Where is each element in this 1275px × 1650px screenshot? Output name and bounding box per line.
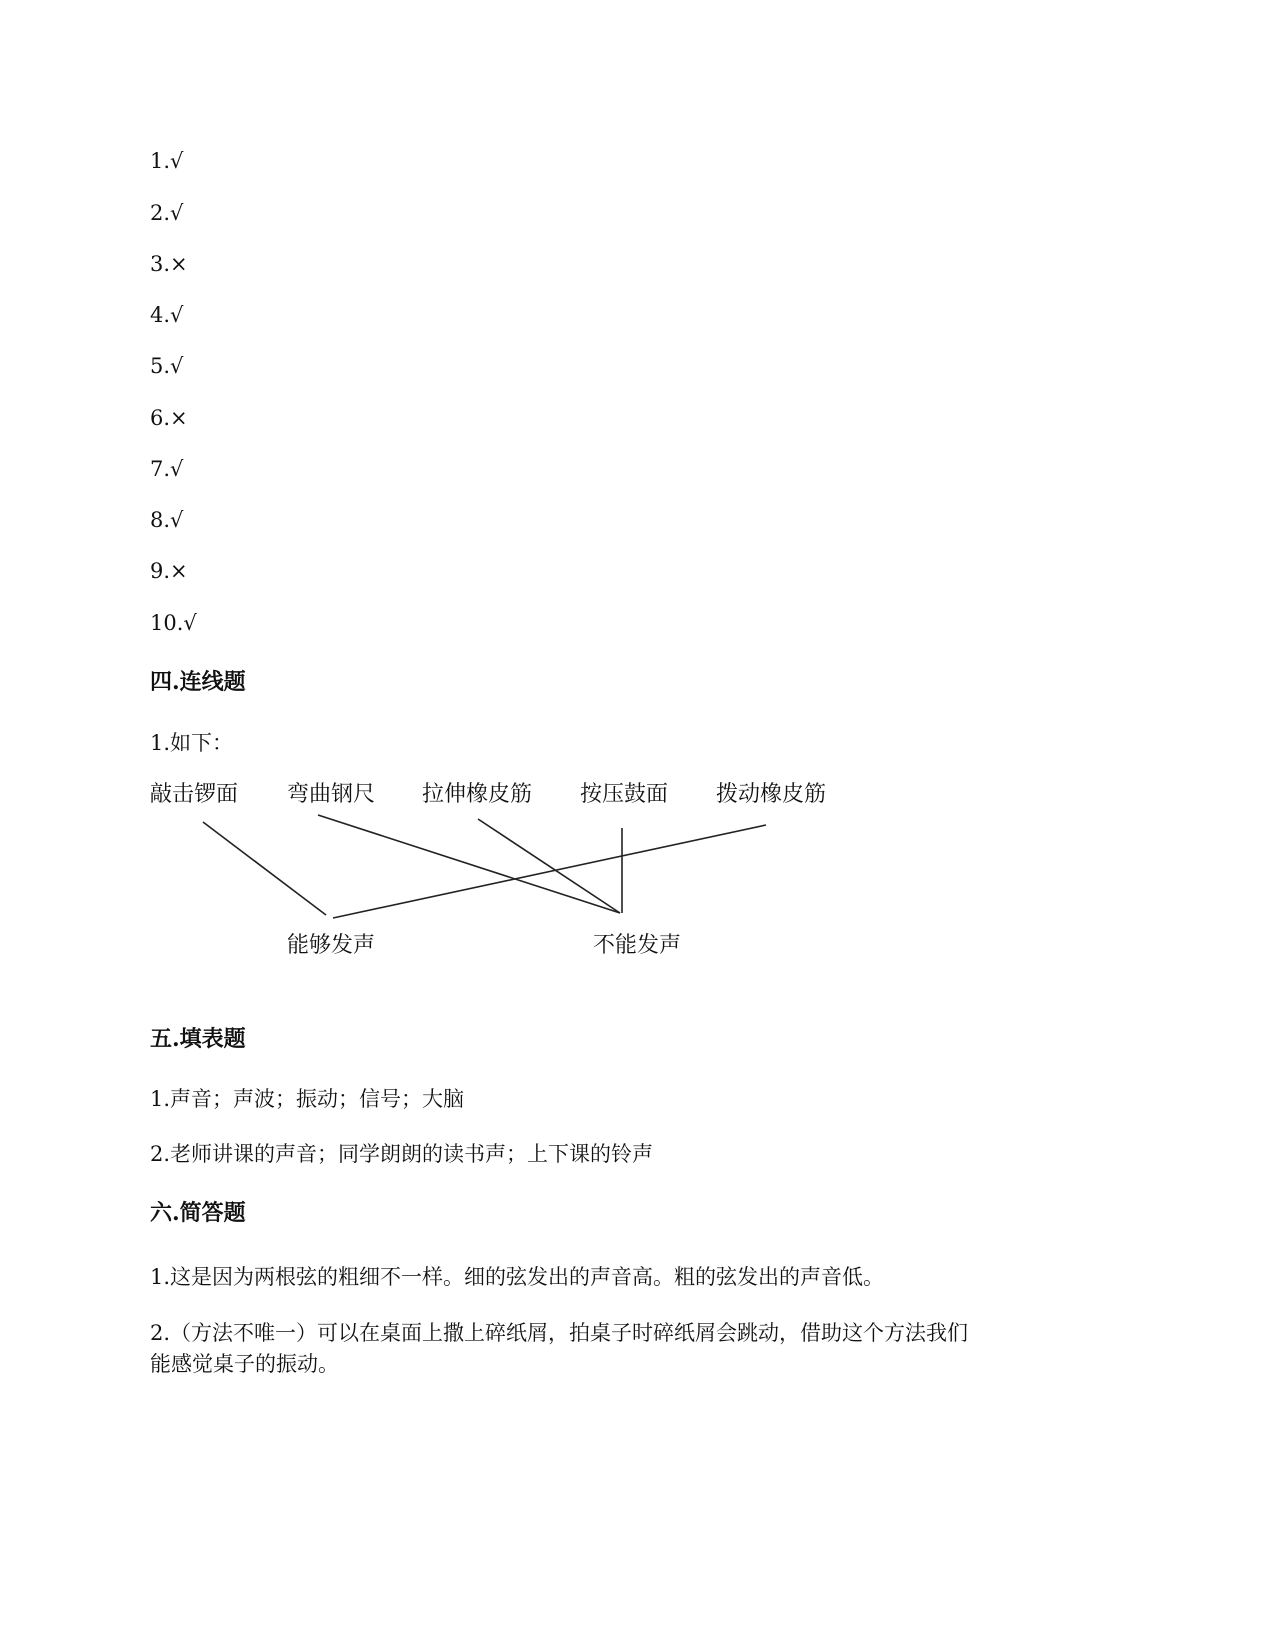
action-label-pluck-band: 拨动橡皮筋	[716, 782, 827, 807]
answer-6: 6.×	[150, 406, 188, 430]
result-label-can-sound: 能够发声	[287, 933, 376, 958]
answer-10: 10.√	[150, 611, 197, 635]
section4-item1: 1.如下：	[150, 731, 234, 755]
line-gong-to-can-sound	[203, 822, 326, 915]
section5-item1: 1.声音；声波；振动；信号；大脑	[150, 1087, 465, 1111]
action-label-ruler: 弯曲钢尺	[287, 782, 376, 807]
answer-7: 7.√	[150, 457, 184, 481]
line-ruler-to-cannot-sound	[318, 815, 620, 913]
answer-9: 9.×	[150, 559, 188, 583]
action-label-press-drum: 按压鼓面	[580, 782, 669, 807]
action-label-gong: 敲击锣面	[150, 782, 239, 807]
section5-title: 五.填表题	[150, 1026, 246, 1052]
result-label-cannot-sound: 不能发声	[593, 933, 682, 958]
section5-item2: 2.老师讲课的声音；同学朗朗的读书声；上下课的铃声	[150, 1142, 654, 1166]
answer-1: 1.√	[150, 149, 184, 173]
section4-title: 四.连线题	[150, 669, 246, 695]
section6-item2-line2: 能感觉桌子的振动。	[150, 1352, 339, 1376]
section6-item2-line1: 2.（方法不唯一）可以在桌面上撒上碎纸屑，拍桌子时碎纸屑会跳动，借助这个方法我们	[150, 1321, 969, 1345]
answer-2: 2.√	[150, 201, 184, 225]
action-label-stretch-band: 拉伸橡皮筋	[422, 782, 533, 807]
line-stretch-band-to-cannot-sound	[478, 819, 620, 913]
line-pluck-band-to-can-sound	[333, 825, 766, 918]
answer-3: 3.×	[150, 252, 188, 276]
section6-item1: 1.这是因为两根弦的粗细不一样。细的弦发出的声音高。粗的弦发出的声音低。	[150, 1265, 885, 1289]
section6-title: 六.简答题	[150, 1200, 246, 1226]
answer-5: 5.√	[150, 354, 184, 378]
answer-8: 8.√	[150, 508, 184, 532]
answer-4: 4.√	[150, 303, 184, 327]
